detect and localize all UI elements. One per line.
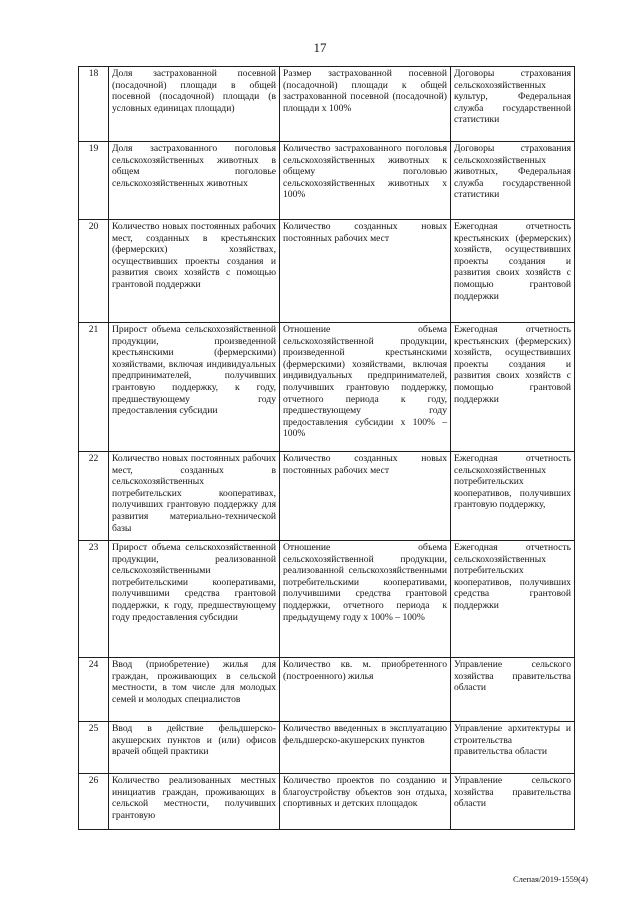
source-cell: Договоры страхования сельскохозяйственных животных, Федеральная служба государственной статистики — [451, 142, 575, 220]
page-number: 17 — [313, 40, 327, 55]
table-row — [79, 220, 575, 323]
calculation-cell: Размер застрахованной посевной (посадочной) площади к общей застрахованной посевной (посадочной) площади х 100% — [280, 67, 451, 142]
row-number: 23 — [79, 541, 109, 658]
indicator-cell: Прирост объема сельскохозяйственной продукции, произведенной крестьянскими (фермерскими) хозяйствами, включая индивидуальных предпринимателей, получивших грантовую поддержку, к году, предшествующему году предоставления субсидии — [109, 323, 280, 452]
calculation-cell: Количество кв. м. приобретенного (построенного) жилья — [280, 658, 451, 722]
indicator-cell: Ввод в действие фельдшерско-акушерских пунктов и (или) офисов врачей общей практики — [109, 722, 280, 774]
row-number: 18 — [79, 67, 109, 142]
indicator-cell: Доля застрахованной посевной (посадочной) площади в общей посевной (посадочной) площади (в условных единицах площади) — [109, 67, 280, 142]
calculation-cell: Отношение объема сельскохозяйственной продукции, произведенной крестьянскими (фермерскими) хозяйствами, включая индивидуальных предпринимателей, получивших грантовую поддержку, отчетного периода к году, предшествующему году предоставления субсидии х 100% – 100% — [280, 323, 451, 452]
calculation-cell: Отношение объема сельскохозяйственной продукции, реализованной сельскохозяйственными потребительскими кооперативами, получившими средства грантовой поддержки, отчетного периода к предыдущему году х 100% – 100% — [280, 541, 451, 658]
table-row — [79, 323, 575, 452]
indicator-cell: Доля застрахованного поголовья сельскохозяйственных животных в общем поголовье сельскохозяйственных животных — [109, 142, 280, 220]
table-row — [79, 722, 575, 774]
document-code: Слепая/2019-1559(4) — [512, 874, 588, 884]
row-number: 26 — [79, 774, 109, 830]
source-cell: Ежегодная отчетность сельскохозяйственных потребительских кооперативов, получивших средства грантовой поддержки — [451, 541, 575, 658]
row-number: 19 — [79, 142, 109, 220]
table-row — [79, 142, 575, 220]
indicator-cell: Ввод (приобретение) жилья для граждан, проживающих в сельской местности, в том числе для молодых семей и молодых специалистов — [109, 658, 280, 722]
calculation-cell: Количество проектов по созданию и благоустройству объектов зон отдыха, спортивных и детских площадок — [280, 774, 451, 830]
table-row — [79, 658, 575, 722]
table-row — [79, 541, 575, 658]
table-row — [79, 67, 575, 142]
source-cell: Управление сельского хозяйства правительства области — [451, 774, 575, 830]
row-number: 25 — [79, 722, 109, 774]
source-cell: Ежегодная отчетность крестьянских (фермерских) хозяйств, осуществивших проекты создания и развития своих хозяйств с помощью грантовой поддержки — [451, 220, 575, 323]
row-number: 22 — [79, 452, 109, 541]
source-cell: Ежегодная отчетность крестьянских (фермерских) хозяйств, осуществивших проекты создания и развития своих хозяйств с помощью грантовой поддержки — [451, 323, 575, 452]
table-row — [79, 774, 575, 830]
calculation-cell: Количество введенных в эксплуатацию фельдшерско-акушерских пунктов — [280, 722, 451, 774]
indicator-cell: Прирост объема сельскохозяйственной продукции, реализованной сельскохозяйственными потребительскими кооперативами, получившими средства грантовой поддержки, к году, предшествующему году предоставления субсидии — [109, 541, 280, 658]
row-number: 21 — [79, 323, 109, 452]
indicator-cell: Количество реализованных местных инициатив граждан, проживающих в сельской местности, получивших грантовую — [109, 774, 280, 830]
indicators-table — [78, 66, 575, 830]
source-cell: Управление сельского хозяйства правительства области — [451, 658, 575, 722]
row-number: 24 — [79, 658, 109, 722]
table-row — [79, 452, 575, 541]
source-cell: Договоры страхования сельскохозяйственных культур, Федеральная служба государственной статистики — [451, 67, 575, 142]
row-number: 20 — [79, 220, 109, 323]
calculation-cell: Количество созданных новых постоянных рабочих мест — [280, 220, 451, 323]
source-cell: Ежегодная отчетность сельскохозяйственных потребительских кооперативов, получивших грантовую поддержку, — [451, 452, 575, 541]
calculation-cell: Количество застрахованного поголовья сельскохозяйственных животных к общему поголовью сельскохозяйственных животных х 100% — [280, 142, 451, 220]
indicator-cell: Количество новых постоянных рабочих мест, созданных в крестьянских (фермерских) хозяйствах, осуществивших проекты создания и развития своих хозяйств с помощью грантовой поддержки — [109, 220, 280, 323]
calculation-cell: Количество созданных новых постоянных рабочих мест — [280, 452, 451, 541]
source-cell: Управление архитектуры и строительства правительства области — [451, 722, 575, 774]
indicator-cell: Количество новых постоянных рабочих мест, созданных в сельскохозяйственных потребительских кооперативах, получивших грантовую поддержку для развития материально-технической базы — [109, 452, 280, 541]
